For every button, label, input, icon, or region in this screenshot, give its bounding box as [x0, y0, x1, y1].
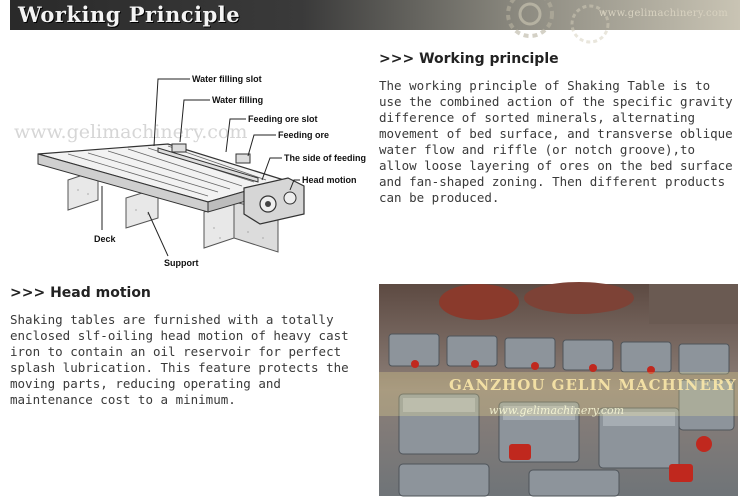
head-motion-photo	[379, 284, 738, 496]
label-water-filling: Water filling	[212, 95, 264, 105]
label-support: Support	[164, 258, 199, 268]
page-title: Working Principle	[18, 2, 241, 27]
header-banner	[10, 0, 740, 30]
banner-watermark: www.gelimachinery.com	[598, 8, 728, 19]
shaking-table-diagram	[8, 62, 367, 268]
label-feeding-ore: Feeding ore	[278, 130, 330, 140]
diagram-watermark: www.gelimachinery.com	[14, 121, 248, 143]
label-water-filling-slot: Water filling slot	[192, 74, 262, 84]
head-motion-heading: >>> Head motion	[10, 285, 151, 301]
head-motion-text: Shaking tables are furnished with a totally enclosed slf-oiling head motion of heavy cast iron to contain an oil reservoir for perfect splash lubrication. This feature protects the moving parts, reducing operating and maintenance cost to a minimum.	[10, 312, 349, 407]
label-side-of-feeding: The side of feeding	[284, 153, 367, 163]
label-deck: Deck	[94, 234, 116, 244]
photo-watermark-url: www.gelimachinery.com	[489, 404, 625, 417]
photo-watermark-company: GANZHOU GELIN MACHINERY	[449, 376, 737, 394]
working-principle-text: The working principle of Shaking Table is to use the combined action of the specific gravity difference of sorted minerals, alternating movement of bed surface, and transverse oblique water flow and riffle (or notch groove),to allow loose layering of ores on the bed surface and fan-shaped zoning. Then different products can be produced.	[379, 78, 733, 205]
working-principle-heading: >>> Working principle	[379, 51, 559, 67]
label-head-motion: Head motion	[302, 175, 357, 185]
label-feeding-ore-slot: Feeding ore slot	[248, 114, 318, 124]
